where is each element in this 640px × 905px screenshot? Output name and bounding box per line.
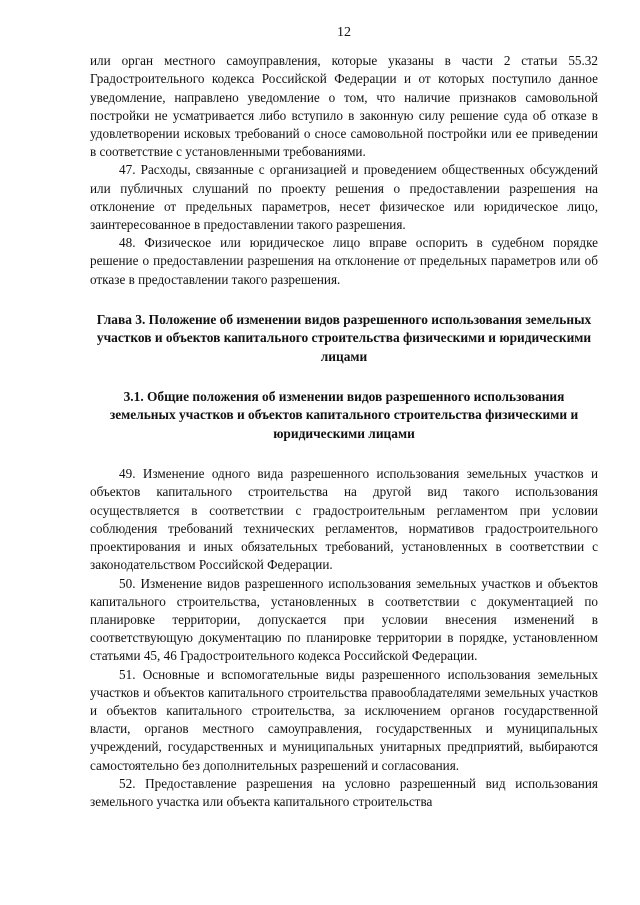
paragraph-51: 51. Основные и вспомогательные виды разрешенного использования земельных участков и объектов капитального строительства правообладателями земельных участков и объектов капитального строительства, за исключением органов государственной власти, органов местного самоуправления, государственных и муниципальных учреждений, государственных и муниципальных унитарных предприятий, выбираются самостоятельно без дополнительных разрешений и согласования. xyxy=(90,666,598,773)
paragraph-52: 52. Предоставление разрешения на условно разрешенный вид использования земельного участка или объекта капитального строительства xyxy=(90,775,598,809)
paragraph-continuation: или орган местного самоуправления, которые указаны в части 2 статьи 55.32 Градостроительного кодекса Российской Федерации и от которых поступило данное уведомление, направлено уведомление о том, что наличие признаков самовольной постройки не усматривается либо вступило в законную силу решение суда об отказе в удовлетворении исковых требований о сносе самовольной постройки или ее приведении в соответствие с установленными требованиями. xyxy=(90,53,598,160)
paragraph-50: 50. Изменение видов разрешенного использования земельных участков и объектов капитального строительства, установленных в соответствии с документацией по планировке территории, допускается при условии внесения изменений в соответствующую документацию по планировке территории в порядке, установленном статьями 45, 46 Градостроительного кодекса Российской Федерации. xyxy=(90,575,598,664)
paragraph-49: 49. Изменение одного вида разрешенного использования земельных участков и объектов капитального строительства на другой вид такого использования осуществляется в соответствии с градостроительным регламентом при условии соблюдения требований технических регламентов, нормативов градостроительного проектирования и иных обязательных требований, установленных в соответствии с законодательством Российской Федерации. xyxy=(90,466,598,573)
section-heading: 3.1. Общие положения об изменении видов разрешенного использования земельных участков и объектов капитального строительства физическими и юридическими лицами xyxy=(109,389,579,441)
page-number: 12 xyxy=(337,25,351,40)
paragraph-47: 47. Расходы, связанные с организацией и проведением общественных обсуждений или публичных слушаний по проекту решения о предоставлении разрешения на отклонение от предельных параметров, несет физическое или юридическое лицо, заинтересованное в предоставлении такого разрешения. xyxy=(90,162,598,233)
paragraph-48: 48. Физическое или юридическое лицо вправе оспорить в судебном порядке решение о предоставлении разрешения на отклонение от предельных параметров или об отказе в предоставлении такого разрешения. xyxy=(90,235,598,287)
chapter-heading: Глава 3. Положение об изменении видов разрешенного использования земельных участков и объектов капитального строительства физическими и юридическими лицами xyxy=(96,311,592,364)
